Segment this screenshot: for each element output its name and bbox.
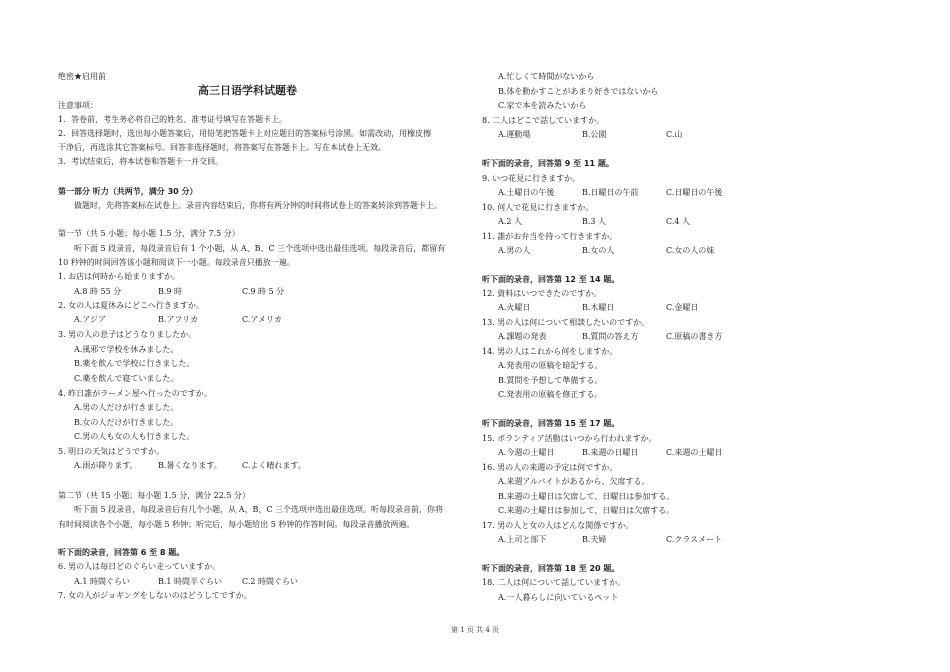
option-a: A.発表用の原稿を暗記する。 bbox=[498, 361, 603, 370]
question-stem: 2. 女の人は夏休みにどこへ行きますか。 bbox=[58, 301, 204, 310]
section2-desc: 有时间阅读各个小题，每小题 5 秒钟；听完后，每小题给出 5 秒钟的作答时间。每段录音播放两遍。 bbox=[58, 520, 415, 529]
option-b: B.来週の日曜日 bbox=[582, 448, 639, 457]
question-stem: 16. 男の人の来週の予定は何ですか。 bbox=[482, 463, 618, 472]
option-a: A.1 時間ぐらい bbox=[74, 577, 130, 586]
option-b: B.夫婦 bbox=[582, 535, 607, 544]
option-c: C.2 時間ぐらい bbox=[242, 577, 299, 586]
option-a: A.火曜日 bbox=[498, 303, 531, 312]
notice-item: 3．考试结束后，将本试卷和答题卡一并交回。 bbox=[58, 157, 224, 166]
option-b: B.薬を飲んで学校に行きました。 bbox=[74, 359, 195, 368]
section1-heading: 第一节（共 5 小题；每小题 1.5 分，满分 7.5 分） bbox=[58, 229, 240, 238]
group-heading: 听下面的录音，回答第 18 至 20 题。 bbox=[482, 564, 620, 573]
option-b: B.1 時間半ぐらい bbox=[158, 577, 223, 586]
option-a: A.来週アルバイトがあるから、欠席する。 bbox=[498, 477, 650, 486]
option-b: B.来週の土曜日は欠席して、日曜日は参加する。 bbox=[498, 492, 675, 501]
section1-desc: 听下面 5 段录音，每段录音后有 1 个小题，从 A、B、C 三个选项中选出最佳选项。每段录音后，都留有 bbox=[74, 244, 446, 253]
question-stem: 10. 何人で花見に行きますか。 bbox=[482, 203, 594, 212]
option-b: B.女の人だけが行きました。 bbox=[74, 418, 179, 427]
option-c: C.9 時 5 分 bbox=[242, 287, 285, 296]
notice-item: 1．答卷前，考生务必将自己的姓名、准考证号填写在答题卡上。 bbox=[58, 115, 288, 124]
option-a: A.2 人 bbox=[498, 217, 522, 226]
question-stem: 14. 男の人はこれから何をしますか。 bbox=[482, 347, 618, 356]
option-c: C.4 人 bbox=[666, 217, 691, 226]
option-b: B.女の人 bbox=[582, 246, 615, 255]
question-stem: 3. 男の人の息子はどうなりましたか。 bbox=[58, 330, 197, 339]
option-b: B.9 時 bbox=[158, 287, 183, 296]
option-a: A.課題の発表 bbox=[498, 332, 547, 341]
notice-item: 干净后，再选涂其它答案标号。回答非选择题时，将答案写在答题卡上。写在本试卷上无效。 bbox=[58, 143, 386, 152]
option-b: B.公園 bbox=[582, 130, 607, 139]
option-a: A.上司と部下 bbox=[498, 535, 547, 544]
question-stem: 5. 明日の天気はどうですか。 bbox=[58, 447, 165, 456]
question-stem: 8. 二人はどこで話していますか。 bbox=[482, 116, 605, 125]
option-c: C.クラスメート bbox=[666, 535, 723, 544]
option-b: B.木曜日 bbox=[582, 303, 615, 312]
section1-desc: 10 秒钟的时间回答该小题和阅读下一小题。每段录音只播放一遍。 bbox=[58, 258, 295, 267]
question-stem: 6. 男の人は毎日どのぐらい走っていますか。 bbox=[58, 562, 221, 571]
option-c: C.来週の土曜日 bbox=[666, 448, 723, 457]
option-a: A.今週の土曜日 bbox=[498, 448, 555, 457]
group-heading: 听下面的录音，回答第 6 至 8 题。 bbox=[58, 548, 185, 557]
option-a: A.運動場 bbox=[498, 130, 531, 139]
notice-label: 注意事项： bbox=[58, 101, 98, 110]
group-heading: 听下面的录音，回答第 12 至 14 题。 bbox=[482, 275, 620, 284]
option-c: C.日曜日の午後 bbox=[666, 188, 723, 197]
option-a: A.男の人 bbox=[498, 246, 531, 255]
group-heading: 听下面的录音，回答第 15 至 17 题。 bbox=[482, 419, 620, 428]
option-c: C.アメリカ bbox=[242, 315, 282, 324]
option-c: C.女の人の妹 bbox=[666, 246, 715, 255]
option-c: C.よく晴れます。 bbox=[242, 461, 306, 470]
option-a: A.土曜日の午後 bbox=[498, 188, 555, 197]
confidential-mark: 绝密★启用前 bbox=[58, 72, 106, 81]
option-c: C.原稿の書き方 bbox=[666, 332, 723, 341]
part1-heading: 第一部分 听力（共两节，满分 30 分） bbox=[58, 187, 198, 196]
question-stem: 11. 誰がお弁当を持って行きますか。 bbox=[482, 232, 618, 241]
option-a: A.アジア bbox=[74, 315, 106, 324]
option-a: A.8 時 55 分 bbox=[74, 287, 122, 296]
option-c: C.薬を飲んで寝ていました。 bbox=[74, 374, 179, 383]
part1-desc: 做题时，先将答案标在试卷上。录音内容结束后，你将有两分钟的时间将试卷上的答案转涂到答题卡上。 bbox=[74, 201, 442, 210]
option-c: C.金曜日 bbox=[666, 303, 699, 312]
notice-item: 2．回答选择题时，选出每小题答案后，用铅笔把答题卡上对应题目的答案标号涂黑。如需改动，用橡皮擦 bbox=[58, 129, 432, 138]
page-number: 第 1 页 共 4 页 bbox=[450, 626, 500, 634]
option-b: B.体を動かすことがあまり好きではないから bbox=[498, 87, 659, 96]
option-b: B.アフリカ bbox=[158, 315, 199, 324]
question-stem: 17. 男の人と女の人はどんな関係ですか。 bbox=[482, 521, 634, 530]
option-b: B.質問を予想して準備する。 bbox=[498, 376, 603, 385]
option-b: B.日曜日の午前 bbox=[582, 188, 639, 197]
option-a: A.男の人だけが行きました。 bbox=[74, 403, 179, 412]
question-stem: 12. 資料はいつできたのですか。 bbox=[482, 289, 602, 298]
option-b: B.暑くなります。 bbox=[158, 461, 222, 470]
group-heading: 听下面的录音，回答第 9 至 11 题。 bbox=[482, 159, 614, 168]
page-title: 高三日语学科试题卷 bbox=[198, 84, 297, 97]
option-a: A.風邪で学校を休みました。 bbox=[74, 345, 179, 354]
option-c: C.山 bbox=[666, 130, 683, 139]
option-c: C.発表用の原稿を修正する。 bbox=[498, 390, 603, 399]
question-stem: 1. お店は何時から始まりますか。 bbox=[58, 272, 181, 281]
question-stem: 13. 男の人は何について相談したいのですか。 bbox=[482, 318, 650, 327]
question-stem: 15. ボランティア活動はいつから行われますか。 bbox=[482, 434, 657, 443]
option-a: A.一人暮らしに向いているペット bbox=[498, 593, 619, 602]
option-b: B.質問の答え方 bbox=[582, 332, 639, 341]
option-c: C.男の人も女の人も行きました。 bbox=[74, 432, 195, 441]
question-stem: 4. 昨日誰がラーメン屋へ行ったのですか。 bbox=[58, 389, 212, 398]
option-a: A.忙しくて時間がないから bbox=[498, 72, 595, 81]
question-stem: 7. 女の人がジョギングをしないのはどうしてですか。 bbox=[58, 591, 252, 600]
section2-desc: 听下面 5 段录音，每段录音后有几个小题，从 A、B、C 三个选项中选出最佳选项。听每段录音前，你将 bbox=[74, 505, 444, 514]
question-stem: 9. いつ花見に行きますか。 bbox=[482, 174, 581, 183]
option-c: C.家で本を読みたいから bbox=[498, 101, 587, 110]
option-c: C.来週の土曜日は参加して、日曜日は欠席する。 bbox=[498, 506, 675, 515]
option-b: B.3 人 bbox=[582, 217, 607, 226]
section2-heading: 第二节（共 15 小题；每小题 1.5 分，满分 22.5 分） bbox=[58, 491, 250, 500]
question-stem: 18. 二人は何について話していますか。 bbox=[482, 578, 626, 587]
option-a: A.雨が降ります。 bbox=[74, 461, 138, 470]
